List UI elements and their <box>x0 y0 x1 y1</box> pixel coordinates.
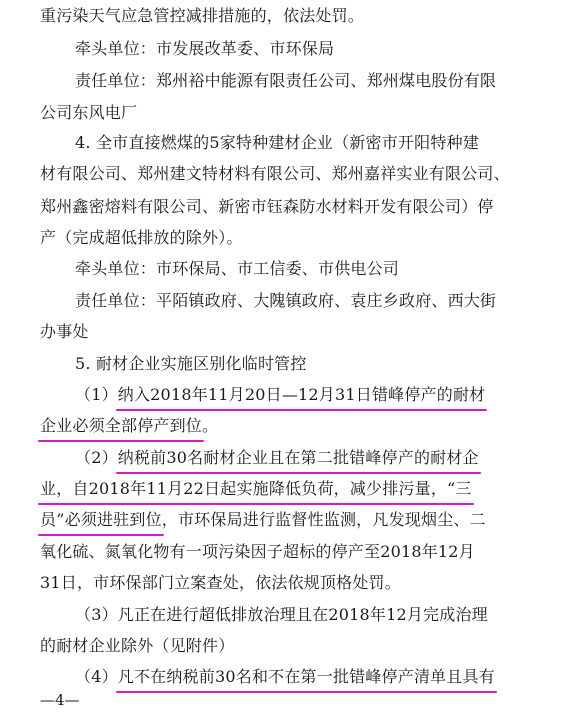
item-prefix: （4） <box>75 667 118 686</box>
line-text: 5. 耐材企业实施区别化临时管控 <box>75 354 307 373</box>
text-line-15 <box>75 445 479 471</box>
highlighted-text: 员”必须进驻到位 <box>40 507 162 533</box>
text-line-13 <box>75 382 485 408</box>
text-line-11 <box>40 319 89 345</box>
line-text: 的耐材企业除外（见附件） <box>40 636 235 655</box>
highlighted-text: 企业必须全部停产到位 <box>40 413 202 439</box>
line-text: 产（完成超低排放的除外）。 <box>40 228 243 247</box>
line-text: 材有限公司、郑州建文特材料有限公司、郑州嘉祥实业有限公司、 <box>40 164 510 183</box>
text-line-12 <box>75 351 307 377</box>
text-line-3 <box>75 68 496 94</box>
line-text: 重污染天气应急管控减排措施的，依法处罚。 <box>40 6 365 25</box>
highlighted-text: 纳税前30名耐材企业且在第二批错峰停产的耐材企 <box>118 445 479 471</box>
text-line-2 <box>75 36 334 62</box>
highlighted-text: 业，自2018年11月22日起实施降低负荷，减少排污量，“三 <box>40 476 472 502</box>
item-prefix: （2） <box>75 448 118 467</box>
line-text: 31日，市环保部门立案查处，依法依规顶格处罚。 <box>40 573 401 592</box>
page-number: —4— <box>40 691 80 709</box>
line-text: 氧化硫、氮氧化物有一项污染因子超标的停产至2018年12月 <box>40 542 475 561</box>
line-text: 责任单位：郑州裕中能源有限责任公司、郑州煤电股份有限 <box>75 71 497 90</box>
text-line-5 <box>75 130 479 156</box>
line-text: 责任单位：平陌镇政府、大隗镇政府、袁庄乡政府、西大街 <box>75 291 497 310</box>
line-text: 4. 全市直接燃煤的5家特种建材企业（新密市开阳特种建 <box>75 133 479 152</box>
highlighted-text: 纳入2018年11月20日—12月31日错峰停产的耐材 <box>118 382 486 408</box>
text-line-8 <box>40 225 243 251</box>
item-prefix: （1） <box>75 385 118 404</box>
line-text: 办事处 <box>40 322 89 341</box>
text-line-22 <box>75 664 495 690</box>
text-line-4 <box>40 100 137 126</box>
line-text: 牵头单位：市环保局、市工信委、市供电公司 <box>75 259 400 278</box>
text-line-7 <box>40 194 494 220</box>
line-text: 公司东风电厂 <box>40 103 138 122</box>
line-text: ，市环保局进行监督性监测，凡发现烟尘、二 <box>161 510 486 529</box>
text-line-1 <box>40 3 364 29</box>
text-line-10 <box>75 288 496 314</box>
text-line-17 <box>40 507 486 533</box>
text-line-20 <box>75 602 488 628</box>
text-line-18 <box>40 539 475 565</box>
line-text: 郑州鑫密熔料有限公司、新密市钰森防水材料开发有限公司）停 <box>40 197 494 216</box>
line-text: 。 <box>202 416 219 435</box>
line-text: 牵头单位：市发展改革委、市环保局 <box>75 39 335 58</box>
text-line-19 <box>40 570 401 596</box>
text-line-21 <box>40 633 234 659</box>
highlighted-text: 凡不在纳税前30名和不在第一批错峰停产清单且具有 <box>118 664 495 690</box>
text-line-9 <box>75 256 399 282</box>
line-text: （3）凡正在进行超低排放治理且在2018年12月完成治理 <box>75 605 488 624</box>
text-line-16 <box>40 476 472 502</box>
text-line-14 <box>40 413 218 439</box>
text-line-6 <box>40 161 510 187</box>
